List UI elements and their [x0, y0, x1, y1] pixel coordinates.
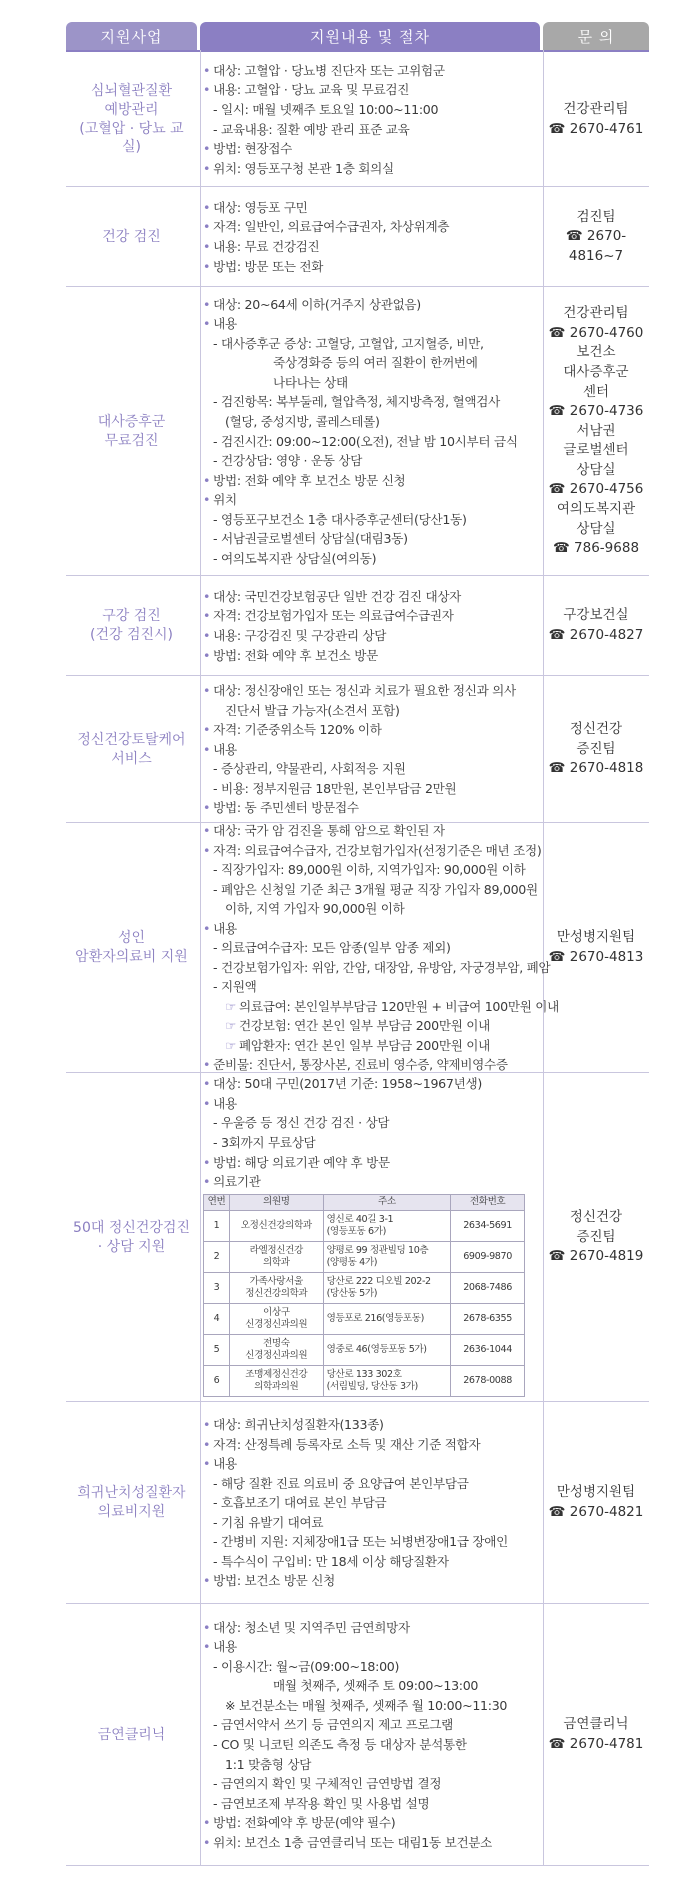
detail-line: • 의료기관 [203, 1172, 543, 1192]
clinic-table-cell [229, 1365, 323, 1396]
contact-line: 증진팀 [576, 1228, 616, 1245]
detail-line: 진단서 발급 가능자(소견서 포함) [225, 702, 400, 718]
contact-text [549, 100, 644, 139]
clinic-cell-line: 신경정신과의원 [245, 1318, 308, 1330]
detail-line: (혈당, 중성지방, 콜레스테롤) [225, 413, 380, 429]
detail-line: • 자격: 기준중위소득 120% 이하 [203, 720, 543, 740]
clinic-table-header-cell: 전화번호 [451, 1194, 525, 1210]
detail-line: • 대상: 청소년 및 지역주민 금연희망자 [203, 1618, 543, 1638]
detail-line: • 위치: 보건소 1층 금연클리닉 또는 대림1동 보건분소 [203, 1833, 543, 1853]
program-name-text [98, 1726, 166, 1745]
detail-line: • 자격: 산정특례 등록자로 소득 및 재산 기준 적합자 [203, 1435, 543, 1455]
contact-line: 검진팀 [576, 208, 616, 225]
detail-line: 매월 첫째주, 셋째주 토 09:00~13:00 [273, 1678, 479, 1694]
detail-line: - 영등포구보건소 1층 대사증후군센터(당산1동) [213, 511, 467, 527]
detail-line: • 방법: 방문 또는 전화 [203, 257, 543, 277]
detail-line: - 간병비 지원: 지체장애1급 또는 뇌병변장애1급 장애인 [213, 1534, 509, 1550]
program-name-line: 정신건강토탈케어 [77, 731, 186, 748]
contact-line: 상담실 [576, 520, 616, 537]
contact-line: 금연클리닉 [563, 1716, 629, 1733]
program-name [66, 1402, 197, 1604]
clinic-table-cell [204, 1210, 230, 1241]
detail-line: • 방법: 전화 예약 후 보건소 방문 [203, 646, 543, 666]
contact-line: 보건소 [576, 344, 616, 361]
clinic-cell-line: (서림빌딩, 당산동 3가) [326, 1380, 418, 1392]
clinic-cell-line: 당산로 133 302호 [326, 1368, 402, 1380]
clinic-cell-line: 6 [213, 1374, 220, 1386]
contact-text [566, 208, 626, 267]
program-name [66, 287, 197, 576]
clinic-table-cell [204, 1303, 230, 1334]
clinic-table-row [204, 1334, 525, 1365]
detail-text: 건강보험: 연간 본인 일부 부담금 200만원 이내 [239, 1018, 491, 1034]
clinic-cell-line: 1 [213, 1219, 220, 1231]
clinic-table-cell [451, 1272, 525, 1303]
clinic-table-cell [451, 1241, 525, 1272]
pointing-hand-icon: ☞ [225, 1018, 236, 1034]
clinic-table-cell [323, 1334, 451, 1365]
contact-line: 상담실 [576, 461, 616, 478]
detail-line: - 일시: 매월 넷째주 토요일 10:00~11:00 [213, 101, 439, 117]
program-name-line: (고혈압 · 당뇨 교실) [79, 120, 184, 156]
detail-line: - 건강보험가입자: 위암, 간암, 대장암, 유방암, 자궁경부암, 폐암 [213, 959, 551, 975]
detail-line: • 내용 [203, 919, 543, 939]
program-row [66, 1604, 649, 1866]
header-contact: 문 의 [543, 22, 649, 50]
clinic-cell-line: 의학과의원 [254, 1380, 299, 1392]
contact-text [549, 1483, 644, 1522]
clinic-cell-line: 가족사랑서울 [249, 1275, 303, 1287]
contact-text [549, 1208, 644, 1267]
clinic-cell-line: 2 [213, 1250, 220, 1262]
contact-line: ☎ 2670-4756 [548, 481, 644, 498]
contact-line: ☎ 2670-4781 [548, 1736, 644, 1752]
program-details [203, 676, 543, 823]
clinic-cell-line: (당산동 5가) [326, 1287, 378, 1299]
program-row [66, 823, 649, 1073]
contact-line: ☎ 2670-4760 [548, 324, 644, 341]
detail-line: - 특수식이 구입비: 만 18세 이상 해당질환자 [213, 1553, 449, 1569]
program-name-line: 희귀난치성질환자 [77, 1485, 186, 1502]
detail-line: • 내용 [203, 740, 543, 760]
detail-line: • 대상: 국민건강보험공단 일반 건강 검진 대상자 [203, 587, 543, 607]
detail-line: • 자격: 일반인, 의료급여수급권자, 차상위계층 [203, 217, 543, 237]
program-name [66, 1604, 197, 1866]
detail-line: • 대상: 희귀난치성질환자(133종) [203, 1415, 543, 1435]
contact-line: 대사증후군 [563, 364, 629, 381]
clinic-table-cell [204, 1365, 230, 1396]
program-name-line: (건강 검진시) [90, 627, 173, 643]
program-name-line: 대사증후군 [97, 413, 166, 430]
contact-line: 만성병지원팀 [556, 929, 636, 946]
program-name [66, 1073, 197, 1402]
detail-line: - 기침 유발기 대여료 [213, 1514, 324, 1530]
program-name-text [102, 228, 161, 247]
detail-line: • 자격: 건강보험가입자 또는 의료급여수급권자 [203, 606, 543, 626]
detail-line: • 내용: 고혈압 · 당뇨 교육 및 무료검진 [203, 80, 543, 100]
contact-text [549, 1715, 644, 1754]
program-name-line: 금연클리닉 [97, 1726, 166, 1743]
contact-text [549, 304, 644, 558]
program-details [203, 1073, 543, 1402]
detail-line: • 방법: 현장접수 [203, 139, 543, 159]
clinic-cell-line: 정신건강의학과 [245, 1287, 308, 1299]
contact-line: ☎ 2670-4827 [548, 627, 644, 643]
detail-line: • 위치 [203, 490, 543, 510]
program-row [66, 52, 649, 187]
program-name-line: 무료검진 [104, 432, 159, 449]
clinic-table-cell [204, 1241, 230, 1272]
detail-line: 나타나는 상태 [273, 374, 348, 390]
clinic-table-row [204, 1210, 525, 1241]
program-name-line: 예방관리 [104, 101, 159, 118]
contact-info [543, 1402, 649, 1604]
detail-line: • 대상: 정신장애인 또는 정신과 치료가 필요한 정신과 의사 [203, 681, 543, 701]
clinic-cell-line: 2636-1044 [463, 1343, 512, 1355]
detail-line: - 검진시간: 09:00~12:00(오전), 전날 밤 10시부터 금식 [213, 433, 518, 449]
clinic-table-cell [204, 1272, 230, 1303]
detail-text: 폐암환자: 연간 본인 일부 부담금 200만원 이내 [239, 1037, 491, 1053]
contact-info [543, 823, 649, 1073]
contact-text [549, 928, 644, 967]
program-details [203, 287, 543, 576]
detail-line: - 대사증후군 증상: 고혈당, 고혈압, 고지혈증, 비만, [213, 335, 484, 351]
contact-text [549, 606, 644, 645]
detail-line [203, 1016, 543, 1036]
contact-line: ☎ 2670-4819 [548, 1248, 644, 1265]
program-name-line: 50대 정신건강검진 [73, 1219, 190, 1236]
detail-line: - 금연보조제 부작용 확인 및 사용법 설명 [213, 1795, 430, 1811]
clinic-table-header [204, 1194, 525, 1210]
program-details [203, 1402, 543, 1604]
detail-line: • 내용 [203, 1637, 543, 1657]
detail-line: • 내용 [203, 1094, 543, 1114]
header-program: 지원사업 [66, 22, 197, 50]
contact-info [543, 187, 649, 287]
detail-line: - 검진항목: 복부둘레, 혈압측정, 체지방측정, 혈액검사 [213, 394, 500, 410]
pointing-hand-icon: ☞ [225, 998, 236, 1014]
detail-line: - 호흡보조기 대여료 본인 부담금 [213, 1495, 387, 1511]
detail-line: - 여의도복지관 상담실(여의동) [213, 550, 377, 566]
clinic-cell-line: 2068-7486 [463, 1281, 512, 1293]
clinic-table-cell [323, 1210, 451, 1241]
clinic-cell-line: 라엘정신건강 [249, 1244, 303, 1256]
clinic-table-header-cell: 연번 [204, 1194, 230, 1210]
detail-line: • 방법: 동 주민센터 방문접수 [203, 798, 543, 818]
detail-line: • 방법: 해당 의료기관 예약 후 방문 [203, 1153, 543, 1173]
contact-line: 만성병지원팀 [556, 1484, 636, 1501]
clinic-table-cell [323, 1272, 451, 1303]
contact-line: 증진팀 [576, 740, 616, 757]
clinic-cell-line: (영등포동 6가) [326, 1225, 386, 1237]
detail-line: • 대상: 국가 암 검진을 통해 암으로 확인된 자 [203, 821, 543, 841]
clinic-cell-line: 2678-0088 [463, 1374, 512, 1386]
contact-line: ☎ 2670- [565, 228, 627, 245]
row-divider [66, 1865, 649, 1866]
contact-line: 구강보건실 [563, 607, 629, 624]
contact-line: 센터 [582, 383, 610, 400]
contact-line: 건강관리팀 [563, 100, 629, 117]
contact-line: ☎ 2670-4818 [548, 760, 644, 777]
contact-line: 정신건강 [569, 721, 623, 738]
clinic-table-cell [229, 1272, 323, 1303]
detail-line: - 비용: 정부지원금 18만원, 본인부담금 2만원 [213, 780, 457, 796]
program-row [66, 187, 649, 287]
clinic-cell-line: 영등포로 216(영등포동) [326, 1312, 424, 1324]
clinic-table-cell [229, 1241, 323, 1272]
detail-line: - 이용시간: 월~금(09:00~18:00) [213, 1658, 400, 1674]
program-name-text [98, 413, 166, 451]
program-name [66, 52, 197, 187]
contact-line: ☎ 2670-4821 [548, 1504, 644, 1520]
detail-line: 이하, 지역 가입자 90,000원 이하 [225, 901, 405, 917]
contact-line: 건강관리팀 [563, 305, 629, 322]
detail-line: - 의료급여수급자: 모든 암종(일부 암종 제외) [213, 940, 451, 956]
detail-line: - 직장가입자: 89,000원 이하, 지역가입자: 90,000원 이하 [213, 862, 526, 878]
program-name-line: 의료비지원 [97, 1504, 166, 1520]
detail-line: ※ 보건분소는 매월 첫째주, 셋째주 월 10:00~11:30 [225, 1697, 508, 1713]
contact-line: ☎ 786-9688 [552, 540, 640, 557]
detail-line: - 해당 질환 진료 의료비 중 요양급여 본인부담금 [213, 1475, 469, 1491]
clinic-cell-line: 2678-6355 [463, 1312, 512, 1324]
clinic-table [203, 1194, 525, 1397]
clinic-cell-line: 이상구 [262, 1306, 290, 1318]
clinic-table-cell [451, 1365, 525, 1396]
contact-line: 여의도복지관 [556, 500, 636, 517]
contact-info [543, 676, 649, 823]
contact-info [543, 576, 649, 676]
clinic-table-row [204, 1272, 525, 1303]
detail-line: • 자격: 의료급여수급자, 건강보험가입자(선정기준은 매년 조정) [203, 841, 543, 861]
clinic-cell-line: 영중로 46(영등포동 5가) [326, 1343, 427, 1355]
program-name-text [90, 607, 173, 645]
contact-info [543, 1604, 649, 1866]
detail-line: - 폐암은 신청일 기준 최근 3개월 평균 직장 가입자 89,000원 [213, 881, 538, 897]
clinic-cell-line: 전명숙 [262, 1337, 290, 1349]
program-name [66, 823, 197, 1073]
clinic-table-row [204, 1241, 525, 1272]
program-row [66, 1073, 649, 1402]
contact-info [543, 52, 649, 187]
pointing-hand-icon: ☞ [225, 1037, 236, 1053]
contact-info [543, 287, 649, 576]
detail-line: - 서남권글로벌센터 상담실(대림3동) [213, 531, 408, 547]
program-name-text [70, 82, 193, 158]
header-details: 지원내용 및 절차 [200, 22, 540, 50]
program-name-line: 구강 검진 [102, 608, 161, 625]
contact-info [543, 1073, 649, 1402]
contact-line: ☎ 2670-4813 [548, 949, 644, 965]
program-details [203, 187, 543, 287]
clinic-cell-line: 의학과 [262, 1256, 290, 1268]
clinic-cell-line: (양평동 4가) [326, 1256, 378, 1268]
detail-line: • 방법: 전화 예약 후 보건소 방문 신청 [203, 471, 543, 491]
program-details [203, 52, 543, 187]
contact-line: ☎ 2670-4736 [548, 403, 644, 420]
clinic-cell-line: 2634-5691 [463, 1219, 512, 1231]
detail-line: • 내용 [203, 1454, 543, 1474]
clinic-cell-line: 오정신건강의학과 [240, 1219, 312, 1231]
contact-text [549, 720, 644, 779]
program-name-text [75, 929, 188, 967]
contact-line: 서남권 [576, 422, 616, 439]
clinic-cell-line: 당산로 222 디오빌 202-2 [326, 1275, 431, 1287]
clinic-cell-line: 6909-9870 [463, 1250, 512, 1262]
contact-line: 글로벌센터 [563, 442, 629, 459]
program-name-line: 암환자의료비 지원 [75, 949, 188, 965]
contact-line: ☎ 2670-4761 [548, 120, 644, 137]
program-details [203, 576, 543, 676]
detail-line: • 대상: 영등포 구민 [203, 198, 543, 218]
program-name [66, 187, 197, 287]
detail-line: 죽상경화증 등의 여러 질환이 한꺼번에 [273, 355, 478, 371]
detail-line: • 내용: 무료 건강검진 [203, 237, 543, 257]
clinic-table-header-cell: 의원명 [229, 1194, 323, 1210]
clinic-cell-line: 4 [213, 1312, 220, 1324]
clinic-cell-line: 5 [213, 1343, 220, 1355]
detail-line: - 지원액 [213, 979, 257, 995]
detail-line: • 대상: 고혈압 · 당뇨병 진단자 또는 고위험군 [203, 61, 543, 81]
detail-line: • 내용 [203, 314, 543, 334]
detail-line [203, 997, 560, 1017]
clinic-cell-line: 조맹제정신건강 [245, 1368, 308, 1380]
contact-line: 4816~7 [568, 247, 624, 264]
clinic-table-cell [451, 1210, 525, 1241]
detail-text: 의료급여: 본인일부부담금 120만원 + 비급여 100만원 이내 [239, 998, 560, 1014]
clinic-table-cell [451, 1303, 525, 1334]
program-name-text [77, 731, 185, 769]
detail-line: • 위치: 영등포구청 본관 1층 회의실 [203, 159, 543, 179]
program-name-line: 서비스 [111, 750, 152, 767]
clinic-cell-line: 3 [213, 1281, 220, 1293]
program-details [203, 1604, 543, 1866]
clinic-table-cell [204, 1334, 230, 1365]
program-details [203, 823, 560, 1073]
contact-line: 정신건강 [569, 1209, 623, 1226]
clinic-cell-line: 신경정신과의원 [245, 1349, 308, 1361]
clinic-table-cell [229, 1210, 323, 1241]
program-name-line: 건강 검진 [102, 228, 161, 245]
program-row [66, 1402, 649, 1604]
program-row [66, 676, 649, 823]
detail-line: • 방법: 전화예약 후 방문(예약 필수) [203, 1813, 543, 1833]
detail-line: - CO 및 니코틴 의존도 측정 등 대상자 분석통한 [213, 1737, 467, 1752]
detail-line: - 우울증 등 정신 건강 검진 · 상담 [213, 1115, 390, 1131]
detail-line: - 교육내용: 질환 예방 관리 표준 교육 [213, 121, 410, 137]
clinic-cell-line: 양평로 99 정관빌딩 10층 [326, 1244, 429, 1256]
detail-line: - 금연의지 확인 및 구체적인 금연방법 결정 [213, 1776, 442, 1792]
program-name-line: 심뇌혈관질환 [90, 82, 173, 99]
detail-line: - 3회까지 무료상담 [213, 1135, 316, 1150]
clinic-table-cell [323, 1241, 451, 1272]
clinic-table-cell [323, 1303, 451, 1334]
program-name [66, 676, 197, 823]
clinic-cell-line: 영신로 40길 3-1 [326, 1213, 394, 1225]
program-name-text [73, 1219, 190, 1257]
detail-line: • 내용: 구강검진 및 구강관리 상담 [203, 626, 543, 646]
detail-line: • 준비물: 진단서, 통장사본, 진료비 영수증, 약제비영수증 [203, 1055, 543, 1075]
program-row [66, 287, 649, 576]
clinic-table-cell [229, 1334, 323, 1365]
detail-line: • 대상: 50대 구민(2017년 기준: 1958~1967년생) [203, 1074, 543, 1094]
program-name-line: 성인 [117, 930, 146, 947]
program-row [66, 576, 649, 676]
detail-line: - 건강상담: 영양 · 운동 상담 [213, 453, 363, 469]
clinic-table-header-cell: 주소 [323, 1194, 451, 1210]
program-name-text [77, 1484, 185, 1522]
detail-line: 1:1 맞춤형 상담 [225, 1756, 312, 1772]
program-name [66, 576, 197, 676]
detail-line: • 방법: 보건소 방문 신청 [203, 1571, 543, 1591]
detail-line: - 증상관리, 약물관리, 사회적응 지원 [213, 761, 406, 777]
clinic-table-cell [451, 1334, 525, 1365]
detail-line [203, 1036, 543, 1056]
detail-line: - 금연서약서 쓰기 등 금연의지 제고 프로그램 [213, 1717, 454, 1733]
clinic-table-cell [323, 1365, 451, 1396]
program-name-line: · 상담 지원 [97, 1238, 166, 1255]
clinic-table-cell [229, 1303, 323, 1334]
clinic-table-row [204, 1365, 525, 1396]
detail-line: • 대상: 20~64세 이하(거주지 상관없음) [203, 295, 543, 315]
clinic-table-row [204, 1303, 525, 1334]
